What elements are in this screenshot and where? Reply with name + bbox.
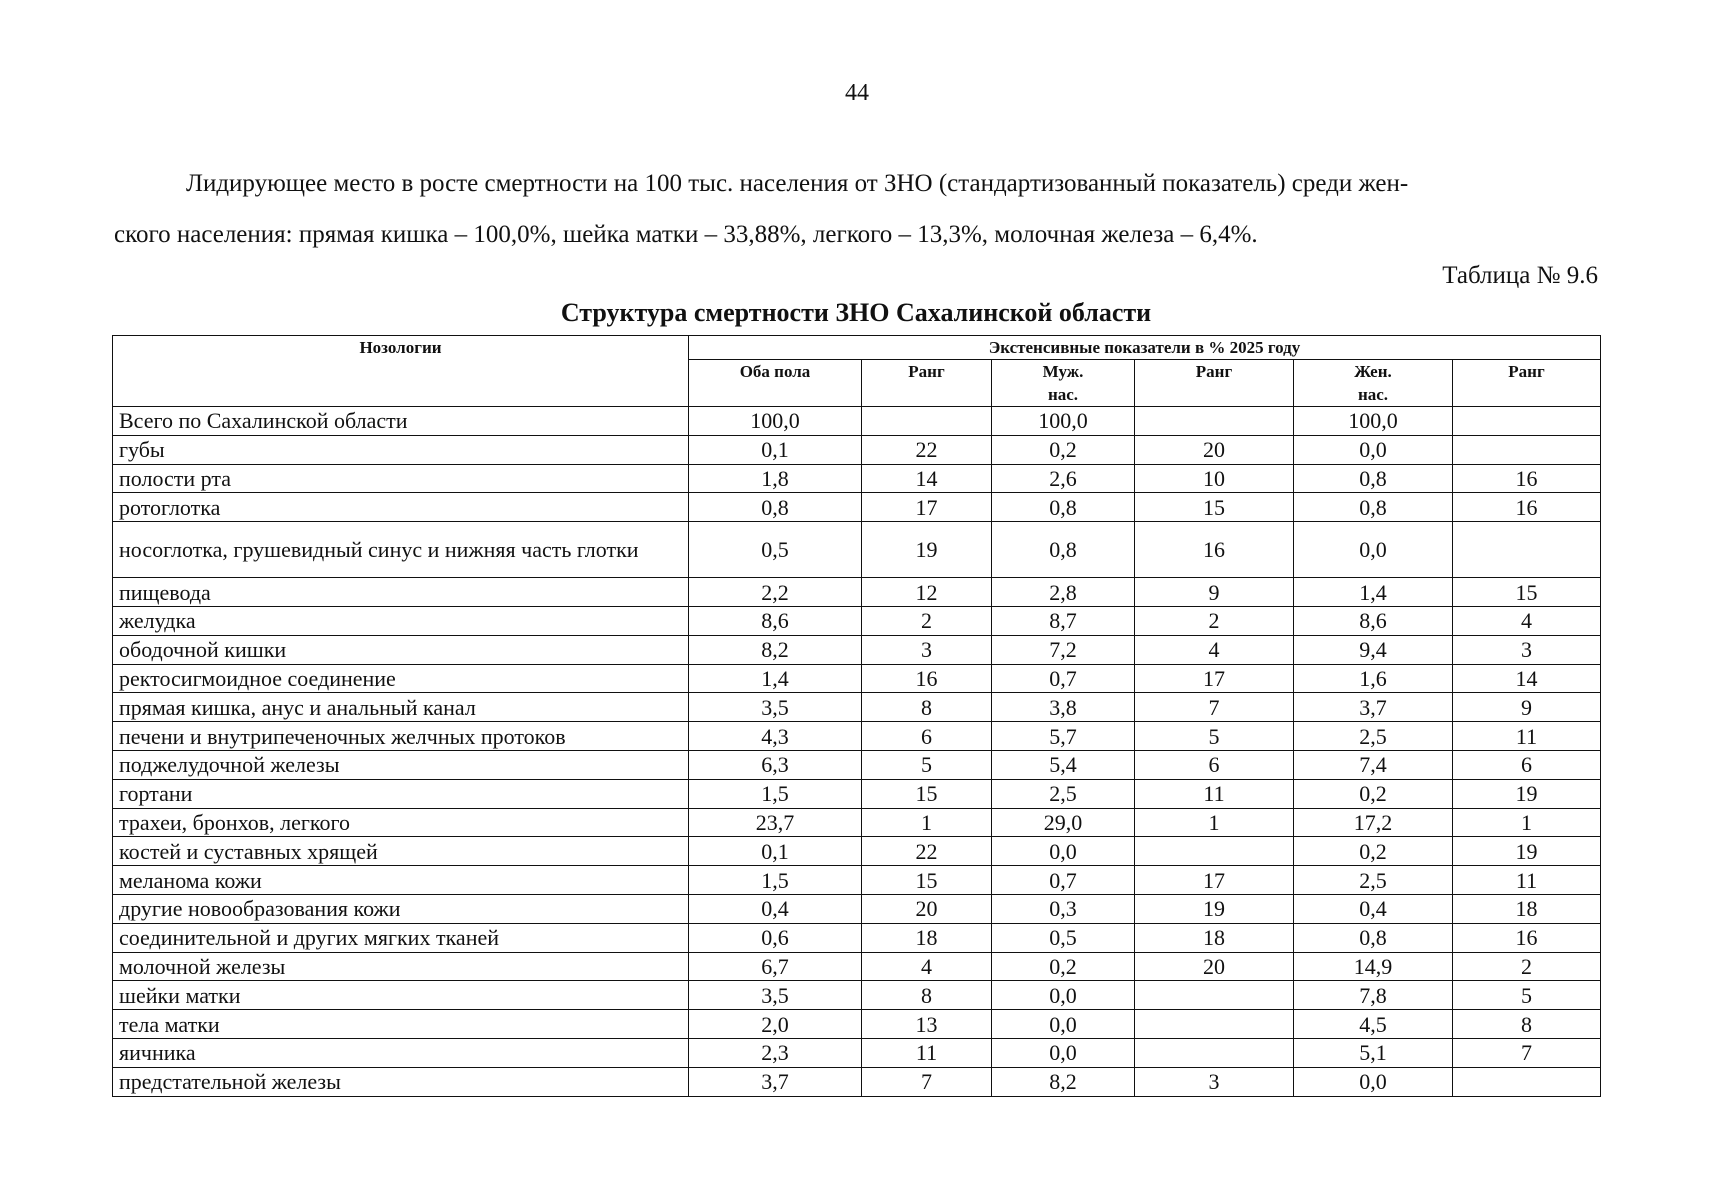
female-cell: 0,4 xyxy=(1294,894,1453,923)
male-cell: 0,7 xyxy=(992,664,1135,693)
male-cell: 0,2 xyxy=(992,435,1135,464)
male-cell: 0,8 xyxy=(992,493,1135,522)
female-cell: 17,2 xyxy=(1294,808,1453,837)
table-row xyxy=(113,923,1601,952)
table-row xyxy=(113,894,1601,923)
nozology-cell: яичника xyxy=(113,1038,689,1067)
nozology-cell: молочной железы xyxy=(113,952,689,981)
header-rank-male: Ранг xyxy=(1135,360,1294,407)
both-sexes-cell: 0,1 xyxy=(689,837,862,866)
rank-male-cell: 7 xyxy=(1135,693,1294,722)
nozology-cell: шейки матки xyxy=(113,981,689,1010)
female-cell: 0,0 xyxy=(1294,1067,1453,1096)
both-sexes-cell: 2,0 xyxy=(689,1010,862,1039)
rank-male-cell: 5 xyxy=(1135,722,1294,751)
both-sexes-cell: 23,7 xyxy=(689,808,862,837)
female-cell: 5,1 xyxy=(1294,1038,1453,1067)
rank-male-cell: 2 xyxy=(1135,606,1294,635)
male-cell: 2,6 xyxy=(992,464,1135,493)
rank-male-cell: 11 xyxy=(1135,779,1294,808)
rank-female-cell: 11 xyxy=(1453,866,1601,895)
female-cell: 9,4 xyxy=(1294,635,1453,664)
rank-male-cell: 9 xyxy=(1135,578,1294,607)
rank-female-cell: 8 xyxy=(1453,1010,1601,1039)
female-cell: 8,6 xyxy=(1294,606,1453,635)
nozology-cell: желудка xyxy=(113,606,689,635)
male-cell: 0,7 xyxy=(992,866,1135,895)
rank-female-cell: 3 xyxy=(1453,635,1601,664)
male-cell: 29,0 xyxy=(992,808,1135,837)
page-number: 44 xyxy=(845,80,869,106)
rank-female-cell: 18 xyxy=(1453,894,1601,923)
table-row xyxy=(113,522,1601,578)
rank-both-cell: 8 xyxy=(862,693,992,722)
rank-both-cell: 4 xyxy=(862,952,992,981)
female-cell: 4,5 xyxy=(1294,1010,1453,1039)
both-sexes-cell: 1,5 xyxy=(689,779,862,808)
rank-male-cell: 16 xyxy=(1135,522,1294,578)
female-cell: 2,5 xyxy=(1294,866,1453,895)
header-both-sexes: Оба пола xyxy=(689,360,862,407)
female-cell: 0,2 xyxy=(1294,837,1453,866)
both-sexes-cell: 2,2 xyxy=(689,578,862,607)
rank-male-cell: 20 xyxy=(1135,435,1294,464)
rank-both-cell: 20 xyxy=(862,894,992,923)
rank-female-cell: 16 xyxy=(1453,464,1601,493)
table-row xyxy=(113,693,1601,722)
rank-both-cell: 3 xyxy=(862,635,992,664)
nozology-cell: костей и суставных хрящей xyxy=(113,837,689,866)
table-label: Таблица № 9.6 xyxy=(1442,262,1598,289)
rank-male-cell: 20 xyxy=(1135,952,1294,981)
both-sexes-cell: 0,8 xyxy=(689,493,862,522)
female-cell: 100,0 xyxy=(1294,407,1453,436)
rank-male-cell: 10 xyxy=(1135,464,1294,493)
nozology-cell: гортани xyxy=(113,779,689,808)
male-cell: 0,3 xyxy=(992,894,1135,923)
rank-both-cell: 6 xyxy=(862,722,992,751)
nozology-cell: Всего по Сахалинской области xyxy=(113,407,689,436)
rank-both-cell: 17 xyxy=(862,493,992,522)
header-female: Жен. нас. xyxy=(1294,360,1453,407)
both-sexes-cell: 4,3 xyxy=(689,722,862,751)
rank-both-cell: 5 xyxy=(862,750,992,779)
female-cell: 1,6 xyxy=(1294,664,1453,693)
rank-female-cell: 14 xyxy=(1453,664,1601,693)
rank-both-cell: 15 xyxy=(862,779,992,808)
table-row xyxy=(113,578,1601,607)
nozology-cell: предстательной железы xyxy=(113,1067,689,1096)
table-row xyxy=(113,635,1601,664)
both-sexes-cell: 3,5 xyxy=(689,693,862,722)
rank-both-cell: 13 xyxy=(862,1010,992,1039)
rank-female-cell: 16 xyxy=(1453,923,1601,952)
male-cell: 0,0 xyxy=(992,981,1135,1010)
both-sexes-cell: 1,4 xyxy=(689,664,862,693)
both-sexes-cell: 0,4 xyxy=(689,894,862,923)
both-sexes-cell: 6,3 xyxy=(689,750,862,779)
female-cell: 14,9 xyxy=(1294,952,1453,981)
rank-female-cell: 2 xyxy=(1453,952,1601,981)
rank-female-cell: 5 xyxy=(1453,981,1601,1010)
male-cell: 0,0 xyxy=(992,837,1135,866)
rank-female-cell xyxy=(1453,1067,1601,1096)
rank-both-cell: 11 xyxy=(862,1038,992,1067)
male-cell: 8,7 xyxy=(992,606,1135,635)
female-cell: 0,2 xyxy=(1294,779,1453,808)
male-cell: 0,8 xyxy=(992,522,1135,578)
rank-male-cell: 6 xyxy=(1135,750,1294,779)
rank-male-cell: 19 xyxy=(1135,894,1294,923)
male-cell: 0,2 xyxy=(992,952,1135,981)
rank-female-cell: 6 xyxy=(1453,750,1601,779)
table-row xyxy=(113,779,1601,808)
female-cell: 0,0 xyxy=(1294,522,1453,578)
male-cell: 2,8 xyxy=(992,578,1135,607)
table-row xyxy=(113,1010,1601,1039)
table-row xyxy=(113,1067,1601,1096)
rank-male-cell: 1 xyxy=(1135,808,1294,837)
rank-female-cell: 9 xyxy=(1453,693,1601,722)
table-row xyxy=(113,750,1601,779)
rank-female-cell: 19 xyxy=(1453,837,1601,866)
rank-female-cell xyxy=(1453,522,1601,578)
rank-both-cell: 7 xyxy=(862,1067,992,1096)
male-cell: 2,5 xyxy=(992,779,1135,808)
rank-male-cell: 17 xyxy=(1135,866,1294,895)
header-male: Муж. нас. xyxy=(992,360,1135,407)
rank-female-cell: 1 xyxy=(1453,808,1601,837)
nozology-cell: пищевода xyxy=(113,578,689,607)
rank-male-cell: 17 xyxy=(1135,664,1294,693)
paragraph-line-2: ского населения: прямая кишка – 100,0%, шейка матки – 33,88%, легкого – 13,3%, молочная железа – 6,4%. xyxy=(114,221,1258,248)
rank-both-cell: 1 xyxy=(862,808,992,837)
rank-both-cell: 16 xyxy=(862,664,992,693)
male-cell: 0,5 xyxy=(992,923,1135,952)
nozology-cell: ротоглотка xyxy=(113,493,689,522)
rank-male-cell: 3 xyxy=(1135,1067,1294,1096)
table-row xyxy=(113,866,1601,895)
rank-male-cell xyxy=(1135,1038,1294,1067)
nozology-cell: носоглотка, грушевидный синус и нижняя часть глотки xyxy=(113,522,689,578)
table-row xyxy=(113,435,1601,464)
male-cell: 0,0 xyxy=(992,1010,1135,1039)
both-sexes-cell: 1,8 xyxy=(689,464,862,493)
both-sexes-cell: 2,3 xyxy=(689,1038,862,1067)
nozology-cell: прямая кишка, анус и анальный канал xyxy=(113,693,689,722)
table-row xyxy=(113,407,1601,436)
rank-both-cell: 8 xyxy=(862,981,992,1010)
rank-female-cell: 7 xyxy=(1453,1038,1601,1067)
rank-both-cell: 18 xyxy=(862,923,992,952)
male-cell: 5,7 xyxy=(992,722,1135,751)
table-row xyxy=(113,808,1601,837)
header-extensive-indicators: Экстенсивные показатели в % 2025 году xyxy=(689,336,1601,360)
rank-male-cell xyxy=(1135,981,1294,1010)
both-sexes-cell: 0,6 xyxy=(689,923,862,952)
female-cell: 0,8 xyxy=(1294,464,1453,493)
nozology-cell: полости рта xyxy=(113,464,689,493)
both-sexes-cell: 0,5 xyxy=(689,522,862,578)
nozology-cell: губы xyxy=(113,435,689,464)
nozology-cell: тела матки xyxy=(113,1010,689,1039)
male-cell: 8,2 xyxy=(992,1067,1135,1096)
header-rank-female: Ранг xyxy=(1453,360,1601,407)
table-row xyxy=(113,606,1601,635)
both-sexes-cell: 1,5 xyxy=(689,866,862,895)
rank-both-cell: 19 xyxy=(862,522,992,578)
female-cell: 3,7 xyxy=(1294,693,1453,722)
male-cell: 5,4 xyxy=(992,750,1135,779)
rank-both-cell: 14 xyxy=(862,464,992,493)
nozology-cell: соединительной и других мягких тканей xyxy=(113,923,689,952)
both-sexes-cell: 3,5 xyxy=(689,981,862,1010)
nozology-cell: поджелудочной железы xyxy=(113,750,689,779)
rank-female-cell: 4 xyxy=(1453,606,1601,635)
paragraph-line-1: Лидирующее место в росте смертности на 100 тыс. населения от ЗНО (стандартизованный показатель) среди жен- xyxy=(186,170,1409,197)
header-nozology: Нозологии xyxy=(113,336,689,407)
nozology-cell: ректосигмоидное соединение xyxy=(113,664,689,693)
both-sexes-cell: 0,1 xyxy=(689,435,862,464)
rank-both-cell: 2 xyxy=(862,606,992,635)
rank-both-cell: 22 xyxy=(862,837,992,866)
rank-both-cell: 15 xyxy=(862,866,992,895)
both-sexes-cell: 8,6 xyxy=(689,606,862,635)
female-cell: 0,8 xyxy=(1294,923,1453,952)
rank-female-cell xyxy=(1453,407,1601,436)
table-row xyxy=(113,464,1601,493)
nozology-cell: печени и внутрипеченочных желчных протоков xyxy=(113,722,689,751)
rank-female-cell: 15 xyxy=(1453,578,1601,607)
intro-paragraph xyxy=(114,158,1598,260)
male-cell: 100,0 xyxy=(992,407,1135,436)
rank-male-cell: 18 xyxy=(1135,923,1294,952)
male-cell: 3,8 xyxy=(992,693,1135,722)
rank-male-cell xyxy=(1135,407,1294,436)
rank-female-cell: 11 xyxy=(1453,722,1601,751)
female-cell: 2,5 xyxy=(1294,722,1453,751)
female-cell: 0,0 xyxy=(1294,435,1453,464)
header-rank-both: Ранг xyxy=(862,360,992,407)
nozology-cell: трахеи, бронхов, легкого xyxy=(113,808,689,837)
rank-male-cell: 15 xyxy=(1135,493,1294,522)
female-cell: 0,8 xyxy=(1294,493,1453,522)
nozology-cell: ободочной кишки xyxy=(113,635,689,664)
rank-both-cell: 22 xyxy=(862,435,992,464)
table-row xyxy=(113,722,1601,751)
rank-both-cell: 12 xyxy=(862,578,992,607)
female-cell: 7,8 xyxy=(1294,981,1453,1010)
female-cell: 7,4 xyxy=(1294,750,1453,779)
table-row xyxy=(113,952,1601,981)
table-row xyxy=(113,664,1601,693)
table-body xyxy=(113,407,1601,1097)
table-title: Структура смертности ЗНО Сахалинской области xyxy=(560,298,1152,327)
female-cell: 1,4 xyxy=(1294,578,1453,607)
rank-male-cell xyxy=(1135,837,1294,866)
nozology-cell: другие новообразования кожи xyxy=(113,894,689,923)
rank-both-cell xyxy=(862,407,992,436)
both-sexes-cell: 8,2 xyxy=(689,635,862,664)
rank-male-cell xyxy=(1135,1010,1294,1039)
rank-male-cell: 4 xyxy=(1135,635,1294,664)
mortality-structure-table xyxy=(112,335,1601,1097)
table-row xyxy=(113,837,1601,866)
nozology-cell: меланома кожи xyxy=(113,866,689,895)
both-sexes-cell: 3,7 xyxy=(689,1067,862,1096)
table-row xyxy=(113,493,1601,522)
rank-female-cell: 19 xyxy=(1453,779,1601,808)
rank-female-cell: 16 xyxy=(1453,493,1601,522)
table-row xyxy=(113,1038,1601,1067)
both-sexes-cell: 6,7 xyxy=(689,952,862,981)
male-cell: 7,2 xyxy=(992,635,1135,664)
both-sexes-cell: 100,0 xyxy=(689,407,862,436)
male-cell: 0,0 xyxy=(992,1038,1135,1067)
table-row xyxy=(113,981,1601,1010)
rank-female-cell xyxy=(1453,435,1601,464)
